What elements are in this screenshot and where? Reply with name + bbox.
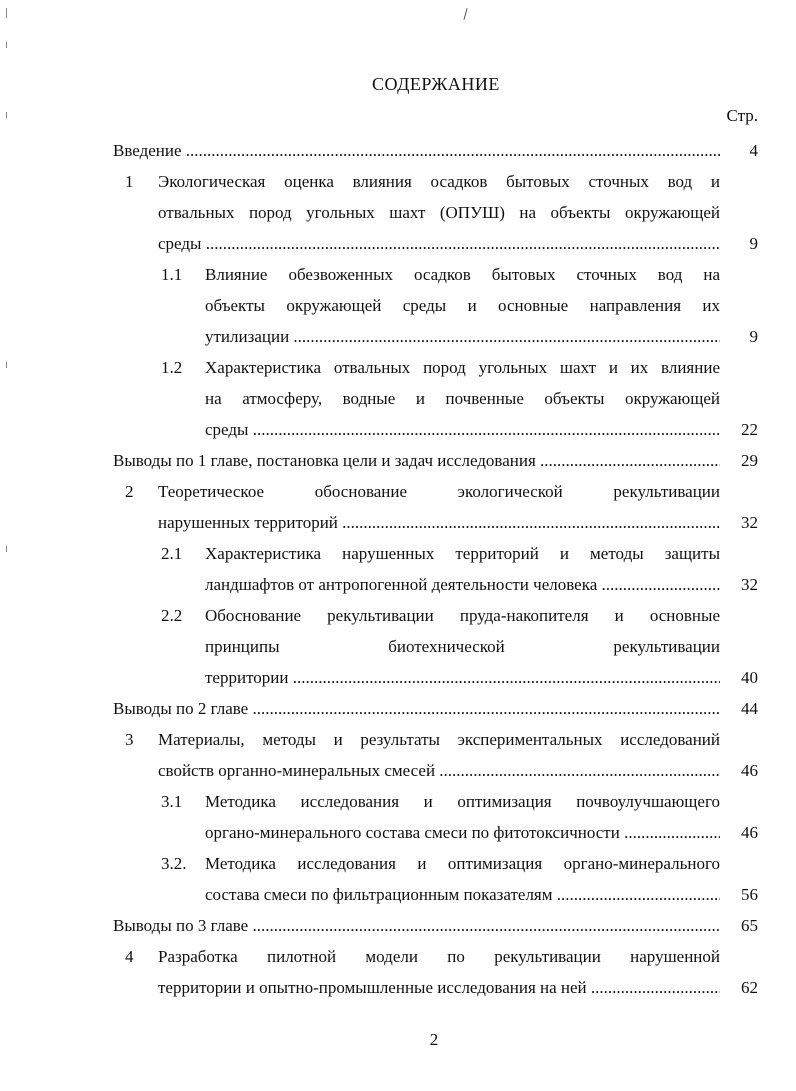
toc-page-number: 62 <box>741 978 758 997</box>
toc-entry-text: нарушенных территорий ..... <box>158 507 720 538</box>
toc-entry-text: среды ..... <box>158 228 720 259</box>
page-title: СОДЕРЖАНИЕ <box>372 74 500 94</box>
toc-entry-text: на атмосферу, водные и почвенные объекты окружающей <box>205 389 720 408</box>
toc-entry-text: Методика исследования и оптимизация почвоулучшающего <box>205 792 720 811</box>
toc-entry-text: Выводы по 2 главе ..... <box>113 693 720 724</box>
toc-entry <box>113 259 758 352</box>
toc-page-number: 46 <box>741 761 758 780</box>
toc-entry-text: отвальных пород угольных шахт (ОПУШ) на объекты окружающей <box>158 203 720 222</box>
toc-entry-text: Характеристика нарушенных территорий и методы защиты <box>205 544 720 563</box>
toc-entry-text: Разработка пилотной модели по рекультивации нарушенной <box>158 947 720 966</box>
toc-page-number: 4 <box>749 141 758 160</box>
toc-entry <box>113 476 758 538</box>
toc-entry-text: Обоснование рекультивации пруда-накопителя и основные <box>205 606 720 625</box>
toc-entry <box>113 135 758 166</box>
toc-entry <box>113 538 758 600</box>
toc-entry-text: Характеристика отвальных пород угольных шахт и их влияние <box>205 358 720 377</box>
toc-page-number: 65 <box>741 916 758 935</box>
toc-entry-text: ландшафтов от антропогенной деятельности человека ..... <box>205 569 720 600</box>
toc-page-number: 29 <box>741 451 758 470</box>
toc-page-number: 44 <box>741 699 758 718</box>
toc-entry-text: Экологическая оценка влияния осадков бытовых сточных вод и <box>158 172 720 191</box>
toc-entry-text: Выводы по 1 главе, постановка цели и задач исследования ..... <box>113 445 720 476</box>
page-column-header: Стр. <box>726 106 758 125</box>
toc-entry-text: утилизации ..... <box>205 321 720 352</box>
toc-entry <box>113 352 758 445</box>
toc-entry-text: территории ..... <box>205 662 720 693</box>
toc-entry <box>113 724 758 786</box>
toc-entry-text: Выводы по 3 главе ..... <box>113 910 720 941</box>
toc-entry-number: 4 <box>125 947 134 966</box>
toc-page-number: 56 <box>741 885 758 904</box>
toc-entry-number: 3 <box>125 730 134 749</box>
toc-entry <box>113 600 758 693</box>
toc-entry-number: 3.2. <box>161 854 187 873</box>
toc-entry-text: свойств органно-минеральных смесей ..... <box>158 755 720 786</box>
scan-artifact <box>6 8 7 18</box>
toc-entry <box>113 693 758 724</box>
toc-entry <box>113 910 758 941</box>
toc-entry-text: среды ..... <box>205 414 720 445</box>
toc-entry-number: 1.2 <box>161 358 183 377</box>
toc-page-number: 32 <box>741 575 758 594</box>
toc-entry-number: 3.1 <box>161 792 183 811</box>
toc-entry-text: Влияние обезвоженных осадков бытовых сточных вод на <box>205 265 720 284</box>
toc-page-number: 22 <box>741 420 758 439</box>
toc-entry-text: Введение ..... <box>113 135 720 166</box>
toc-entry-number: 1.1 <box>161 265 183 284</box>
toc-page-number: 9 <box>749 234 758 253</box>
toc-page-number: 46 <box>741 823 758 842</box>
toc-entry <box>113 445 758 476</box>
toc-entry-text: территории и опытно-промышленные исследования на ней ..... <box>158 972 720 1003</box>
toc-page-number: 9 <box>749 327 758 346</box>
toc-page-number: 40 <box>741 668 758 687</box>
table-of-contents <box>113 135 758 1003</box>
toc-entry-number: 2.1 <box>161 544 183 563</box>
scan-artifact <box>463 8 467 20</box>
toc-entry-text: органо-минерального состава смеси по фитотоксичности ..... <box>205 817 720 848</box>
toc-entry-text: принципы биотехнической рекультивации <box>205 637 720 656</box>
toc-entry <box>113 786 758 848</box>
scan-artifact <box>6 112 7 118</box>
toc-entry-text: Методика исследования и оптимизация органо-минерального <box>205 854 720 873</box>
page-number: 2 <box>429 1030 439 1049</box>
toc-entry <box>113 848 758 910</box>
toc-entry <box>113 166 758 259</box>
scan-artifact <box>6 362 7 368</box>
toc-page-number: 32 <box>741 513 758 532</box>
scan-artifact <box>6 42 7 48</box>
toc-entry-number: 2 <box>125 482 134 501</box>
toc-entry <box>113 941 758 1003</box>
toc-entry-number: 2.2 <box>161 606 183 625</box>
toc-entry-text: объекты окружающей среды и основные направления их <box>205 296 720 315</box>
toc-entry-text: состава смеси по фильтрационным показателям ..... <box>205 879 720 910</box>
toc-entry-number: 1 <box>125 172 134 191</box>
toc-entry-text: Материалы, методы и результаты экспериментальных исследований <box>158 730 720 749</box>
scan-artifact <box>6 546 7 552</box>
toc-entry-text: Теоретическое обоснование экологической рекультивации <box>158 482 720 501</box>
